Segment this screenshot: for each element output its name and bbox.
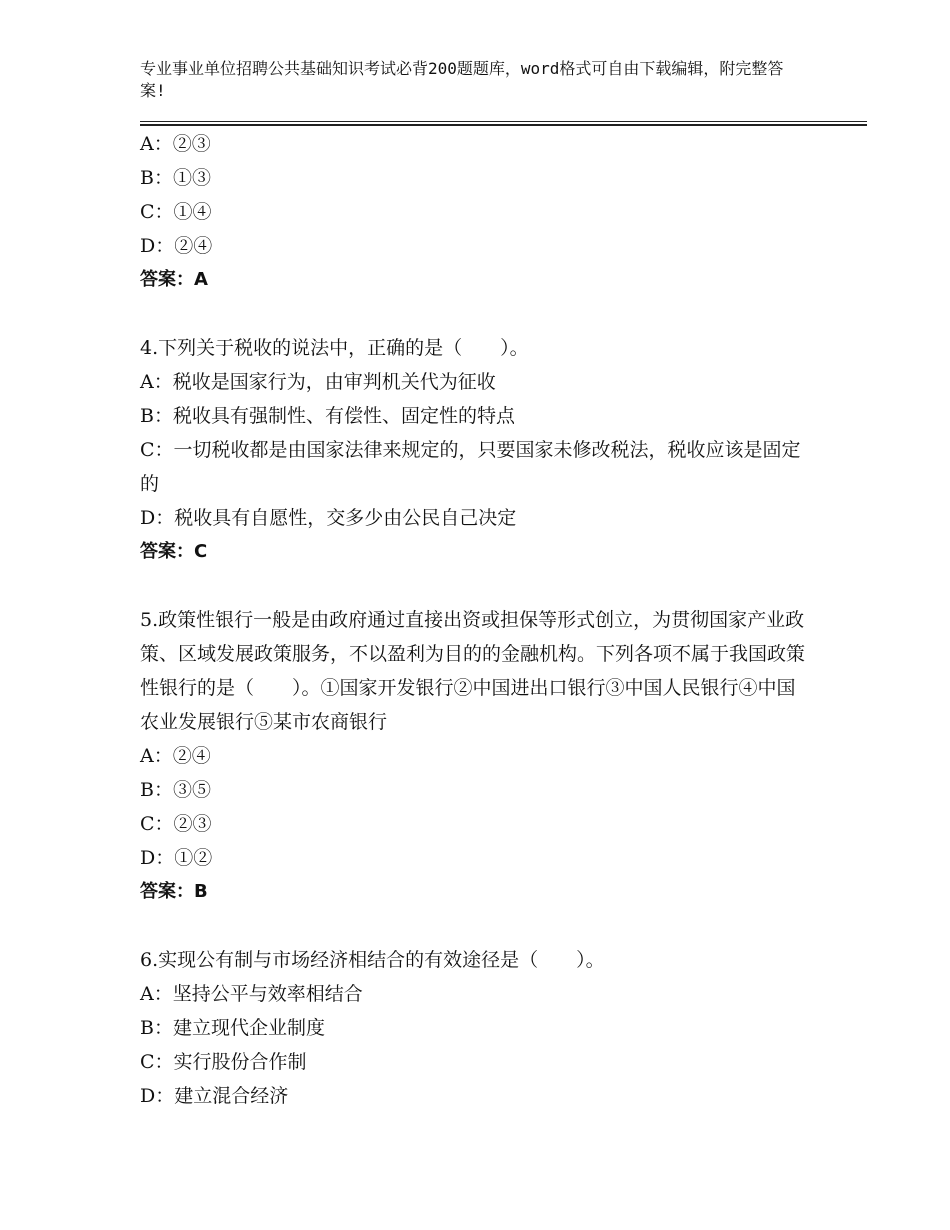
question-stem: 4.下列关于税收的说法中，正确的是（ ）。 — [140, 337, 529, 359]
question-block — [140, 943, 810, 1113]
option-c: C：一切税收都是由国家法律来规定的，只要国家未修改税法，税收应该是固定的 — [140, 439, 801, 495]
option-c: C：①④ — [140, 201, 212, 223]
answer-line: 答案：C — [140, 541, 208, 562]
page-header — [140, 58, 800, 102]
header-divider-thick — [140, 124, 867, 126]
option-a: A：税收是国家行为，由审判机关代为征收 — [140, 371, 496, 393]
page-title: 专业事业单位招聘公共基础知识考试必背200题题库，word格式可自由下载编辑，附完整答案! — [140, 59, 784, 100]
option-a: A：坚持公平与效率相结合 — [140, 983, 363, 1005]
option-a: A：②④ — [140, 745, 211, 767]
option-d: D：建立混合经济 — [140, 1085, 289, 1107]
option-d: D：②④ — [140, 235, 213, 257]
option-c: C：实行股份合作制 — [140, 1051, 307, 1073]
option-b: B：税收具有强制性、有偿性、固定性的特点 — [140, 405, 515, 427]
option-a: A：②③ — [140, 133, 211, 155]
header-divider — [140, 121, 867, 122]
option-d: D：税收具有自愿性，交多少由公民自己决定 — [140, 507, 517, 529]
question-block — [140, 127, 810, 297]
question-stem: 5.政策性银行一般是由政府通过直接出资或担保等形式创立，为贯彻国家产业政策、区域发展政策服务，不以盈利为目的的金融机构。下列各项不属于我国政策性银行的是（ ）。①国家开发银行②中国进出口银行③中国人民银行④中国农业发展银行⑤某市农商银行 — [140, 609, 806, 733]
option-b: B：③⑤ — [140, 779, 211, 801]
question-block — [140, 331, 810, 569]
option-d: D：①② — [140, 847, 213, 869]
answer-line: 答案：A — [140, 269, 208, 290]
question-stem: 6.实现公有制与市场经济相结合的有效途径是（ ）。 — [140, 949, 605, 971]
question-list — [140, 127, 810, 1113]
answer-line: 答案：B — [140, 881, 208, 902]
option-b: B：①③ — [140, 167, 211, 189]
option-b: B：建立现代企业制度 — [140, 1017, 325, 1039]
option-c: C：②③ — [140, 813, 212, 835]
question-block — [140, 603, 810, 909]
